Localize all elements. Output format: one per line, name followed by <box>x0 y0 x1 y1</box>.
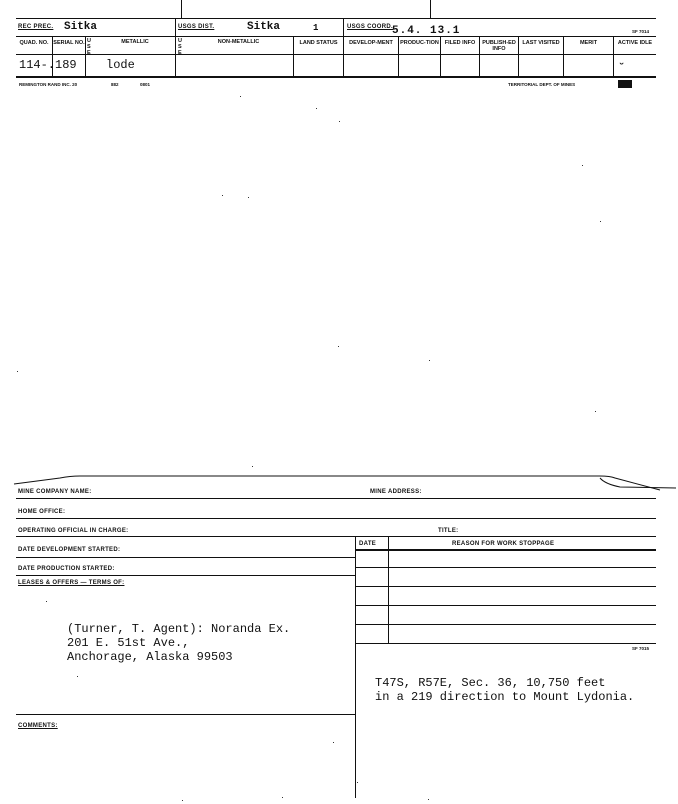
leases-offers-label: LEASES & OFFERS — TERMS OF: <box>18 580 125 586</box>
divider <box>343 18 344 76</box>
card-edge <box>0 470 678 500</box>
rule <box>16 36 656 37</box>
speck <box>282 797 283 798</box>
speck <box>46 601 47 602</box>
speck <box>428 799 429 800</box>
divider <box>479 36 480 76</box>
speck <box>339 121 340 122</box>
divider <box>613 36 614 76</box>
speck <box>333 742 334 743</box>
rule <box>16 18 656 19</box>
divider <box>293 36 294 76</box>
leases-line-3: Anchorage, Alaska 99503 <box>67 650 233 664</box>
operating-official-label: OPERATING OFFICIAL IN CHARGE: <box>18 528 129 534</box>
divider <box>518 36 519 76</box>
col-land-status: LAND STATUS <box>299 40 338 46</box>
col-non-metallic: NON-METALLIC <box>217 39 260 45</box>
divider <box>175 18 176 76</box>
speck <box>429 360 430 361</box>
date-production-label: DATE PRODUCTION STARTED: <box>18 566 115 572</box>
col-use-left: U S E <box>87 38 91 56</box>
column-divider <box>388 536 389 643</box>
speck <box>600 221 601 222</box>
speck <box>77 676 78 677</box>
usgs-dist-num: 1 <box>313 23 319 33</box>
rule <box>16 76 656 78</box>
speck <box>222 195 223 196</box>
rule <box>355 605 656 606</box>
printer-imprint: REMINGTON RAND INC. 20 <box>19 82 78 87</box>
speck <box>357 782 358 783</box>
rule <box>16 54 656 55</box>
col-quad-no: QUAD. NO. <box>19 40 49 46</box>
usgs-coord-value: 5.4. 13.1 <box>392 25 461 37</box>
rule <box>16 498 656 499</box>
rec-prec-value: Sitka <box>64 21 98 33</box>
divider <box>398 36 399 76</box>
col-merit: MERIT <box>579 40 598 46</box>
leases-line-2: 201 E. 51st Ave., <box>67 636 190 650</box>
col-filed-info: FILED INFO <box>444 40 476 46</box>
location-line-2: in a 219 direction to Mount Lydonia. <box>375 690 635 704</box>
mine-company-name-label: MINE COMPANY NAME: <box>18 489 92 495</box>
rule <box>16 518 656 519</box>
speck <box>240 96 241 97</box>
divider <box>563 36 564 76</box>
tick-mark <box>430 0 431 18</box>
comments-label: COMMENTS: <box>18 723 58 729</box>
mine-address-label: MINE ADDRESS: <box>370 489 422 495</box>
speck <box>316 108 317 109</box>
rule <box>16 536 656 537</box>
rule <box>355 643 656 644</box>
metallic-value: lode <box>106 58 135 72</box>
speck <box>248 197 249 198</box>
printer-code-1: 882 <box>111 82 119 87</box>
rule <box>16 575 355 576</box>
lower-form-number: SF 7015 <box>632 646 650 651</box>
speck <box>17 371 18 372</box>
col-metallic: METALLIC <box>121 39 149 45</box>
col-use-right: U S E <box>178 38 182 56</box>
rule <box>355 624 656 625</box>
rule <box>16 557 355 558</box>
col-serial-no: SERIAL NO. <box>53 40 85 46</box>
dept-stamp-blot <box>618 80 632 88</box>
form-number: SF 7014 <box>632 29 650 34</box>
col-development: DEVELOP-MENT <box>349 40 393 46</box>
rule <box>355 567 656 568</box>
reason-col-header: REASON FOR WORK STOPPAGE <box>452 541 555 547</box>
quad-serial-value: 114-.189 <box>19 58 77 72</box>
tick-mark <box>181 0 182 18</box>
col-active-idle: ACTIVE IDLE <box>617 40 653 46</box>
title-label: TITLE: <box>438 528 459 534</box>
usgs-dist-value: Sitka <box>247 21 281 33</box>
date-col-header: DATE <box>359 541 377 547</box>
divider <box>440 36 441 76</box>
location-line-1: T47S, R57E, Sec. 36, 10,750 feet <box>375 676 606 690</box>
column-divider <box>355 536 356 798</box>
speck <box>595 411 596 412</box>
leases-line-1: (Turner, T. Agent): Noranda Ex. <box>67 622 291 636</box>
rule <box>355 549 656 551</box>
rec-prec-label: REC PREC. <box>18 24 54 30</box>
speck <box>582 165 583 166</box>
rule <box>355 586 656 587</box>
col-production: PRODUC-TION <box>400 40 439 46</box>
divider <box>85 36 86 76</box>
speck <box>252 466 253 467</box>
speck <box>182 800 183 801</box>
printer-code-2: 0801 <box>140 82 151 87</box>
col-published-info: PUBLISH-ED INFO <box>482 40 516 52</box>
usgs-dist-label: USGS DIST. <box>178 24 215 30</box>
home-office-label: HOME OFFICE: <box>18 509 66 515</box>
active-check-mark: ˘ <box>620 62 624 74</box>
territorial-dept: TERRITORIAL DEPT. OF MINES <box>508 82 576 87</box>
col-last-visited: LAST VISITED <box>522 40 560 46</box>
usgs-coord-label: USGS COORD. <box>347 24 393 30</box>
date-development-label: DATE DEVELOPMENT STARTED: <box>18 547 121 553</box>
speck <box>338 346 339 347</box>
rule <box>16 714 355 715</box>
